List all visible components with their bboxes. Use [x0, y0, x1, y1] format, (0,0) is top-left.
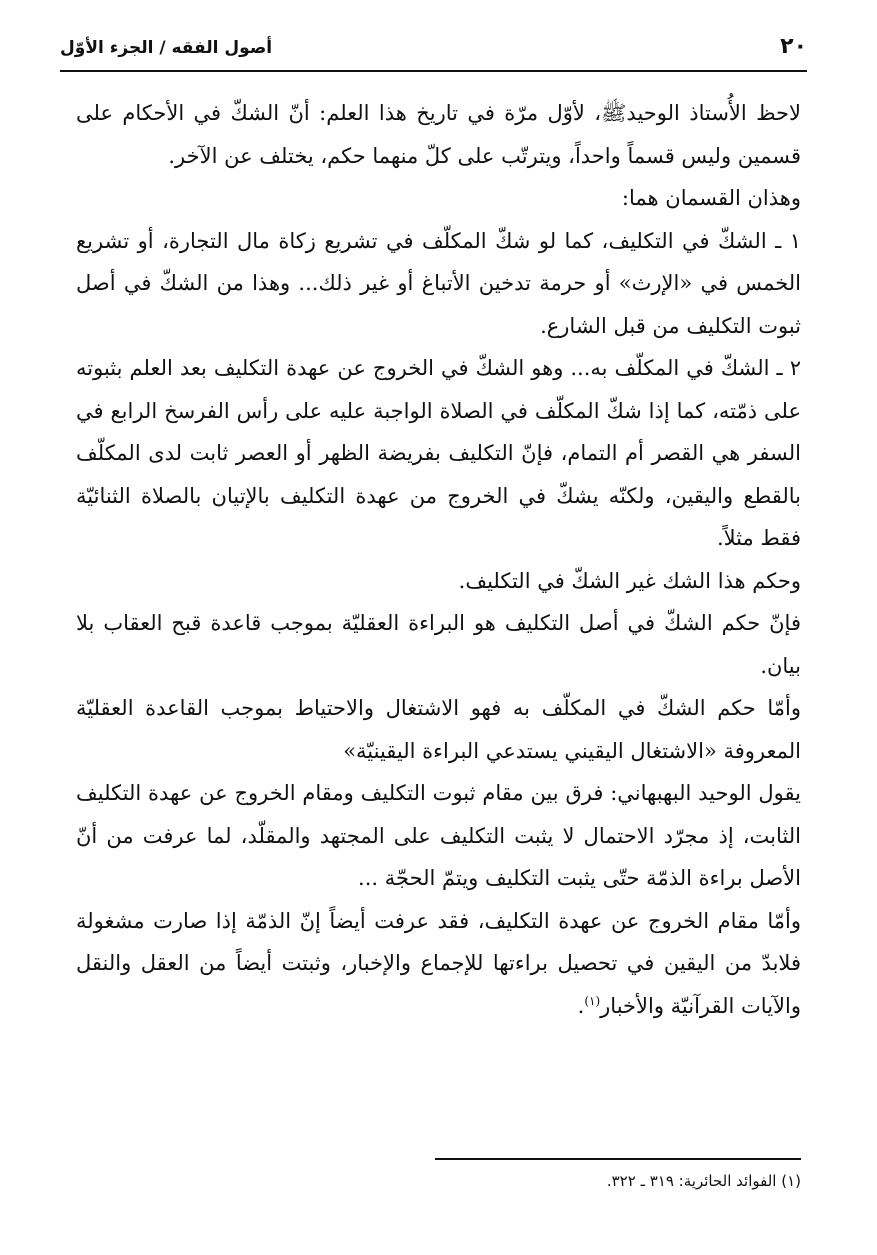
paragraph-sections-heading: وهذان القسمان هما:	[621, 186, 801, 210]
running-title: أصول الفقه / الجزء الأوّل	[60, 38, 273, 58]
footnote-divider	[435, 1158, 801, 1160]
paragraph-ishtighal: وأمّا حكم الشكّ في المكلّف به فهو الاشتغال والاحتياط بموجب القاعدة العقليّة المعروفة «الاشتغال اليقيني يستدعي البراءة اليقينيّة»	[76, 696, 801, 763]
paragraph-exit-text: وأمّا مقام الخروج عن عهدة التكليف، فقد عرفت أيضاً إنّ الذمّة إذا صارت مشغولة فلابدّ من اليقين في تحصيل براءتها للإجماع والإخبار، وثبتت أيضاً من العقل والنقل والآيات القرآنيّة والأخبار	[76, 908, 801, 1018]
body-text	[76, 92, 801, 1027]
paragraph-doubt-in-obligation: ١ ـ الشكّ في التكليف، كما لو شكّ المكلّف في تشريع زكاة مال التجارة، أو تشريع الخمس في «الإرث» أو حرمة تدخين الأتباغ أو غير ذلك... وهذا من الشكّ في أصل ثبوت التكليف من قبل الشارع.	[76, 228, 801, 338]
page-header	[60, 30, 807, 72]
paragraph-exit-from-obligation	[76, 900, 801, 1028]
footnote: (١) الفوائد الحائرية: ٣١٩ ـ ٣٢٢.	[606, 1172, 801, 1190]
paragraph-baraa: فإنّ حكم الشكّ في أصل التكليف هو البراءة العقليّة بموجب قاعدة قبح العقاب بلا بيان.	[76, 611, 801, 678]
paragraph-behbahani-quote: يقول الوحيد البهبهاني: فرق بين مقام ثبوت التكليف ومقام الخروج عن عهدة التكليف الثابت، إذ مجرّد الاحتمال لا يثبت التكليف على المجتهد والمقلّد، لما عرفت من أنّ الأصل براءة الذمّة حتّى يثبت التكليف ويتمّ الحجّة ...	[76, 781, 801, 890]
paragraph-ruling-difference: وحكم هذا الشك غير الشكّ في التكليف.	[458, 568, 801, 593]
footnote-reference[interactable]: (١)	[584, 993, 601, 1008]
page-number: ٢٠	[780, 34, 807, 59]
paragraph-intro: لاحظ الأُستاذ الوحيدﷺ، لأوّل مرّة في تاريخ هذا العلم: أنّ الشكّ في الأحكام على قسمين وليس قسماً واحداً، ويترتّب على كلّ منهما حكم، يختلف عن الآخر.	[76, 101, 801, 168]
paragraph-doubt-in-obligated: ٢ ـ الشكّ في المكلّف به... وهو الشكّ في الخروج عن عهدة التكليف بعد العلم بثبوته على ذمّته، كما إذا شكّ المكلّف في الصلاة الواجبة عليه على رأس الفرسخ الرابع في السفر هي القصر أم التمام، فإنّ التكليف بفريضة الظهر أو العصر ثابت لدى المكلّف بالقطع واليقين، ولكنّه يشكّ في الخروج من عهدة التكليف بالإتيان بالصلاة الثنائيّة فقط مثلاً.	[76, 356, 801, 550]
paragraph-exit-end: .	[577, 993, 585, 1018]
